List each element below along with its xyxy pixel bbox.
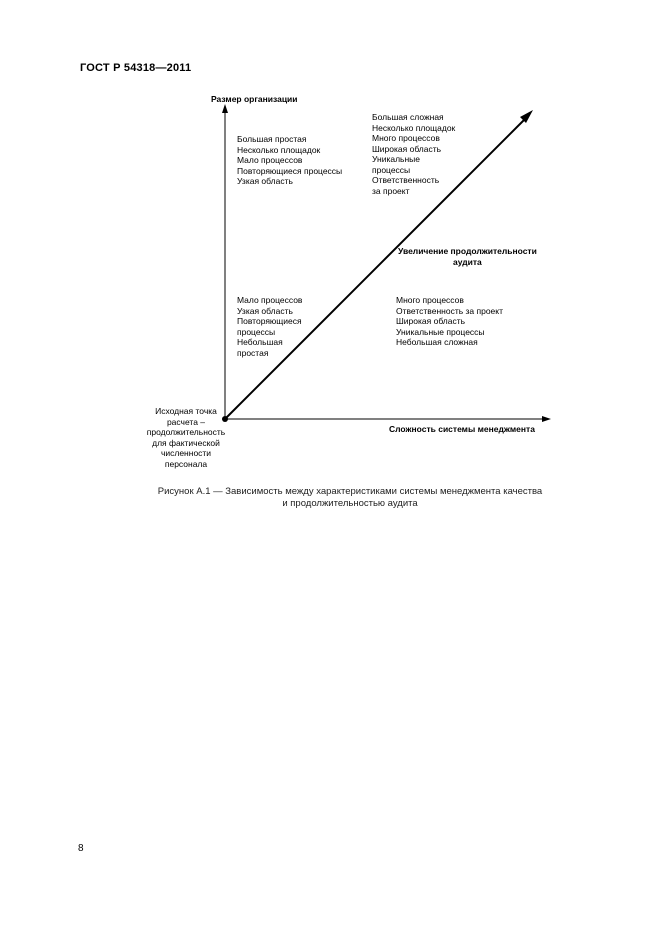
origin-label-line: численности <box>160 448 212 458</box>
quadrant-item: Узкая область <box>237 305 293 316</box>
origin-label <box>140 406 232 469</box>
x-axis-arrowhead <box>542 416 551 422</box>
quadrant-item: Повторяющиеся <box>237 316 302 326</box>
diagonal-label-line: аудита <box>453 256 482 267</box>
quadrant-top-left <box>237 134 342 187</box>
page-number: 8 <box>78 843 84 854</box>
y-axis-arrowhead <box>222 104 228 113</box>
origin-label-line: для фактической <box>152 437 220 448</box>
quadrant-top-right <box>372 112 455 196</box>
quadrant-item: простая <box>237 347 269 358</box>
quadrant-item: Небольшая <box>237 337 283 347</box>
quadrant-item: Несколько площадок <box>237 144 321 155</box>
quadrant-item: процессы <box>372 164 411 175</box>
quadrant-item: Уникальные <box>372 154 421 164</box>
x-axis-label: Сложность системы менеджмента <box>389 424 535 434</box>
origin-label-line: расчета – <box>166 416 206 427</box>
diagonal-label <box>398 246 537 267</box>
quadrant-item: Широкая область <box>396 316 466 326</box>
quadrant-item: Узкая область <box>237 176 293 186</box>
origin-label-line: продолжительность <box>146 427 226 437</box>
quadrant-item: Уникальные процессы <box>396 326 485 337</box>
quadrant-bottom-left <box>237 295 302 358</box>
document-header: ГОСТ Р 54318—2011 <box>80 62 192 74</box>
quadrant-item: Много процессов <box>372 133 440 143</box>
y-axis-label: Размер организации <box>211 94 298 104</box>
figure-caption <box>100 486 600 510</box>
origin-label-line: Исходная точка <box>155 406 217 416</box>
quadrant-item: процессы <box>237 326 276 337</box>
figure-caption-line: Рисунок А.1 — Зависимость между характеристиками системы менеджмента качества <box>157 486 543 497</box>
figure-caption-line: и продолжительностью аудита <box>282 498 418 509</box>
quadrant-item: Ответственность <box>372 175 440 185</box>
quadrant-item: Много процессов <box>396 295 464 305</box>
quadrant-item: Несколько площадок <box>372 122 456 133</box>
quadrant-item: Широкая область <box>372 143 442 154</box>
quadrant-item: Мало процессов <box>237 295 303 305</box>
quadrant-item: Мало процессов <box>237 155 303 165</box>
quadrant-item: Большая сложная <box>372 112 444 122</box>
quadrant-item: Небольшая сложная <box>396 337 478 347</box>
quadrant-item: Повторяющиеся процессы <box>237 165 343 176</box>
diagonal-label-line: Увеличение продолжительности <box>398 246 537 256</box>
quadrant-item: за проект <box>372 185 410 196</box>
quadrant-item: Большая простая <box>237 134 307 144</box>
origin-label-line: персонала <box>164 458 208 469</box>
quadrant-item: Ответственность за проект <box>396 305 503 316</box>
quadrant-bottom-right <box>396 295 503 348</box>
